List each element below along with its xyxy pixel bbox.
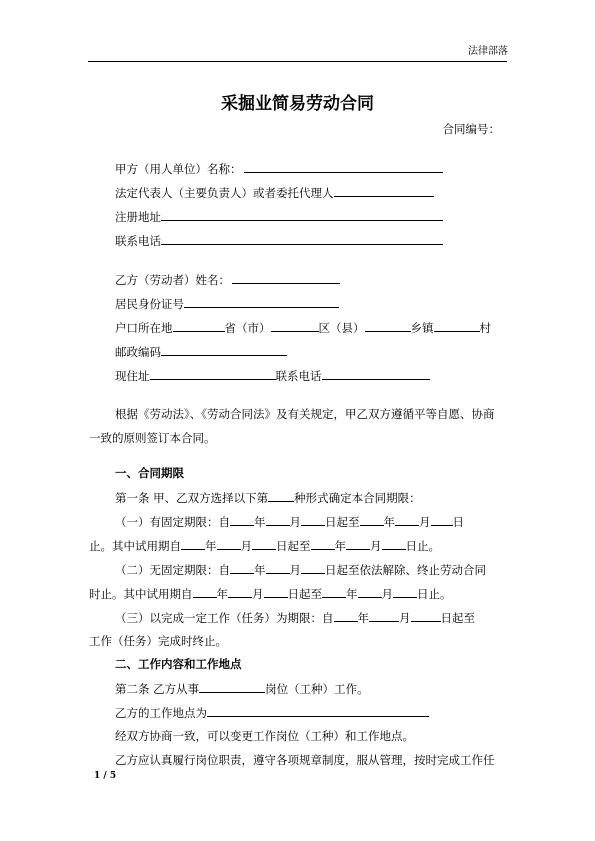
month-text: 月 bbox=[419, 515, 431, 529]
blank[interactable] bbox=[311, 538, 335, 550]
party-b-hukou-line bbox=[115, 320, 491, 335]
year-text: 年 bbox=[254, 563, 266, 577]
year-text: 年 bbox=[334, 539, 346, 553]
blank[interactable] bbox=[230, 514, 254, 526]
hukou-village-blank[interactable] bbox=[434, 320, 480, 332]
day-end-text: 日止。 bbox=[417, 587, 452, 601]
year-text: 年 bbox=[346, 587, 358, 601]
month-text: 月 bbox=[399, 611, 411, 625]
option-1-label: （一）有固定期限：自 bbox=[115, 515, 230, 529]
party-b-id-line bbox=[115, 296, 339, 311]
month-text: 月 bbox=[289, 515, 301, 529]
blank[interactable] bbox=[266, 562, 290, 574]
blank[interactable] bbox=[382, 538, 406, 550]
contract-number-label: 合同编号： bbox=[442, 122, 500, 136]
party-b-postcode-blank[interactable] bbox=[161, 344, 287, 356]
month-text: 月 bbox=[370, 539, 382, 553]
blank[interactable] bbox=[217, 538, 241, 550]
blank[interactable] bbox=[322, 586, 346, 598]
article-1-option-blank[interactable] bbox=[268, 490, 294, 502]
party-a-name-line bbox=[115, 161, 443, 176]
day-from-text: 日起至 bbox=[440, 611, 475, 625]
blank[interactable] bbox=[193, 586, 217, 598]
position-blank[interactable] bbox=[199, 681, 265, 693]
year-text: 年 bbox=[216, 587, 228, 601]
hukou-district-blank[interactable] bbox=[271, 320, 319, 332]
change-text: 经双方协商一致，可以变更工作岗位（工种）和工作地点。 bbox=[115, 729, 414, 743]
hukou-town-blank[interactable] bbox=[365, 320, 411, 332]
blank[interactable] bbox=[266, 514, 290, 526]
year-text: 年 bbox=[254, 515, 266, 529]
party-a-phone-line bbox=[115, 233, 443, 248]
blank[interactable] bbox=[395, 514, 419, 526]
blank[interactable] bbox=[230, 562, 254, 574]
hukou-province-blank[interactable] bbox=[173, 320, 225, 332]
blank[interactable] bbox=[346, 538, 370, 550]
work-place-label: 乙方的工作地点为 bbox=[115, 706, 207, 720]
party-b-name-blank[interactable] bbox=[232, 272, 340, 284]
option-1-line-2 bbox=[89, 538, 440, 553]
day-from-text: 日起至 bbox=[325, 515, 360, 529]
day-from-text: 日起至 bbox=[287, 587, 322, 601]
party-b-hukou-label: 户口所在地 bbox=[115, 321, 173, 335]
party-b-id-blank[interactable] bbox=[184, 296, 339, 308]
party-b-address-blank[interactable] bbox=[150, 368, 276, 380]
document-title: 采掘业简易劳动合同 bbox=[221, 94, 374, 114]
article-1-line bbox=[115, 490, 421, 505]
party-a-phone-label: 联系电话 bbox=[115, 234, 161, 248]
option-2-line-2 bbox=[89, 586, 452, 601]
article-2-post: 岗位（工种）工作。 bbox=[265, 682, 369, 696]
party-b-phone-blank[interactable] bbox=[322, 368, 430, 380]
hukou-village-label: 村 bbox=[479, 321, 491, 335]
party-a-rep-blank[interactable] bbox=[334, 185, 434, 197]
party-a-address-blank[interactable] bbox=[161, 209, 443, 221]
intro-line-1: 根据《劳动法》、《劳动合同法》及有关规定，甲乙双方遵循平等自愿、协商 bbox=[115, 407, 495, 421]
blank[interactable] bbox=[360, 514, 384, 526]
probation-label: 时止。其中试用期自 bbox=[89, 587, 193, 601]
party-a-address-line bbox=[115, 209, 443, 224]
year-text: 年 bbox=[383, 515, 395, 529]
month-text: 月 bbox=[240, 539, 252, 553]
blank[interactable] bbox=[393, 586, 417, 598]
option-3-line-1 bbox=[115, 610, 475, 625]
year-text: 年 bbox=[205, 539, 217, 553]
section-1-heading: 一、合同期限 bbox=[115, 466, 184, 480]
blank[interactable] bbox=[369, 610, 399, 622]
blank[interactable] bbox=[358, 586, 382, 598]
blank[interactable] bbox=[334, 610, 358, 622]
party-a-address-label: 注册地址 bbox=[115, 210, 161, 224]
article-2-pre: 第二条 乙方从事 bbox=[115, 682, 200, 696]
hukou-province-label: 省（市） bbox=[224, 321, 271, 335]
party-b-address-line bbox=[115, 368, 430, 383]
blank[interactable] bbox=[301, 514, 325, 526]
party-a-name-blank[interactable] bbox=[244, 161, 443, 173]
party-b-postcode-label: 邮政编码 bbox=[115, 345, 161, 359]
article-2-line bbox=[115, 681, 369, 696]
hukou-town-label: 乡镇 bbox=[410, 321, 434, 335]
probation-label: 止。其中试用期自 bbox=[89, 539, 181, 553]
year-text: 年 bbox=[357, 611, 369, 625]
article-1-pre: 第一条 甲、乙双方选择以下第 bbox=[115, 491, 269, 505]
work-place-blank[interactable] bbox=[207, 705, 429, 717]
intro-line-2: 一致的原则签订本合同。 bbox=[89, 431, 216, 445]
day-text: 日 bbox=[452, 515, 464, 529]
blank[interactable] bbox=[264, 586, 288, 598]
party-b-phone-label: 联系电话 bbox=[275, 369, 322, 383]
party-b-name-label: 乙方（劳动者）姓名： bbox=[115, 273, 230, 287]
section-2-heading: 二、工作内容和工作地点 bbox=[115, 657, 242, 671]
party-b-name-line bbox=[115, 272, 340, 287]
party-a-rep-label: 法定代表人（主要负责人）或者委托代理人 bbox=[115, 186, 334, 200]
month-text: 月 bbox=[289, 563, 301, 577]
day-from-text: 日起至 bbox=[276, 539, 311, 553]
party-b-id-label: 居民身份证号 bbox=[115, 297, 184, 311]
blank[interactable] bbox=[181, 538, 205, 550]
page-number: 1 / 5 bbox=[94, 771, 117, 781]
option-3-line-2: 工作（任务）完成时终止。 bbox=[89, 634, 227, 648]
party-a-phone-blank[interactable] bbox=[161, 233, 443, 245]
option-1-line-1 bbox=[115, 514, 464, 529]
termination-text: 日起至依法解除、终止劳动合同 bbox=[325, 563, 486, 577]
blank[interactable] bbox=[411, 610, 441, 622]
work-place-line bbox=[115, 705, 429, 720]
party-a-name-label: 甲方（用人单位）名称： bbox=[115, 162, 242, 176]
header-brand: 法律部落 bbox=[468, 46, 508, 57]
option-2-label: （二）无固定期限：自 bbox=[115, 563, 230, 577]
article-1-post: 种形式确定本合同期限： bbox=[294, 491, 421, 505]
month-text: 月 bbox=[381, 587, 393, 601]
month-text: 月 bbox=[252, 587, 264, 601]
blank[interactable] bbox=[301, 562, 325, 574]
party-b-postcode-line bbox=[115, 344, 287, 359]
day-end-text: 日止。 bbox=[405, 539, 440, 553]
option-3-label: （三）以完成一定工作（任务）为期限：自 bbox=[115, 611, 334, 625]
party-b-address-label: 现住址 bbox=[115, 369, 150, 383]
option-2-line-1 bbox=[115, 562, 486, 577]
hukou-district-label: 区（县） bbox=[318, 321, 365, 335]
header-rule bbox=[88, 61, 507, 62]
blank[interactable] bbox=[228, 586, 252, 598]
party-a-rep-line bbox=[115, 185, 434, 200]
duty-text: 乙方应认真履行岗位职责，遵守各项规章制度，服从管理，按时完成工作任 bbox=[115, 753, 495, 767]
blank[interactable] bbox=[252, 538, 276, 550]
blank[interactable] bbox=[431, 514, 453, 526]
